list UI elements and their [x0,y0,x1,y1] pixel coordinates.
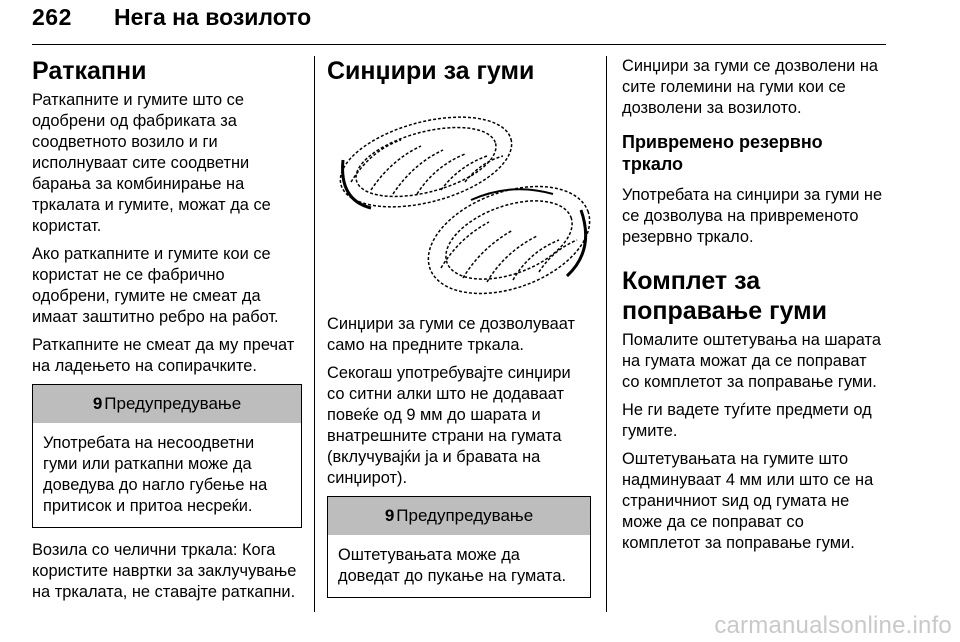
paragraph: Возила со челични тркала: Кога користите навртки за заклучување на тркалата, не ставајте раткапни. [32,541,297,601]
paragraph: Раткапните не смеат да му пречат на ладењето на сопирачките. [32,336,295,375]
column-divider-1 [314,56,315,612]
header-rule [32,44,886,45]
paragraph: Синџири за гуми се дозволени на сите големини на гуми кои се дозволени за возилото. [622,57,878,117]
running-title: Нега на возилото [114,4,312,30]
paragraph: Оштетувањата на гумите што надминуваат 4 мм или што се на страничниот ѕид од гумата не може да се поправат со комплетот за поправање гуми. [622,450,874,552]
warning-icon: 9 [92,394,103,413]
warning-title: Предупредување [104,394,242,413]
warning-text: Оштетувањата може да доведат до пукање на гумата. [338,546,567,585]
warning-icon: 9 [384,506,395,525]
section-title-tire-chains: Синџири за гуми [327,57,535,85]
page-header [32,4,886,44]
middle-column [327,56,591,610]
paragraph: Употребата на синџири за гуми не се дозволува на привременото резервно тркало. [622,186,883,246]
warning-header [328,497,590,535]
paragraph: Раткапните и гумите што се одобрени од фабриката за соодветното возило и ги исполнуваат сите соодветни барања за комбинирање на тркалата и гумите, можат да се користат. [32,91,271,235]
section-title-hubcaps: Раткапни [32,57,147,85]
warning-title: Предупредување [396,506,534,525]
warning-text: Употребата на несоодветни гуми или раткапни може да доведува до нагло губење на притисок и притоа несреќи. [43,434,268,515]
right-column [622,56,886,561]
paragraph: Секогаш употребувајте синџири со ситни алки што не додаваат повеќе од 9 мм до шарата и внатрешните страни на гумата (вклучувајќи ја и бравата на синџирот). [327,364,571,487]
paragraph: Синџири за гуми се дозволуваат само на предните тркала. [327,315,576,354]
page-number: 262 [32,4,72,30]
paragraph: Не ги вадете туѓите предмети од гумите. [622,401,872,440]
column-divider-2 [606,56,607,612]
paragraph: Ако раткапните и гумите кои се користат не се фабрично одобрени, гумите не смеат да имаат заштитно ребро на работ. [32,245,279,326]
warning-box [32,384,302,528]
tire-chains-illustration [331,90,601,300]
section-title-tire-repair-kit: Комплет за поправање гуми [622,267,827,325]
paragraph: Помалите оштетувања на шарата на гумата можат да се поправат со комплетот за поправање гуми. [622,331,881,391]
watermark: carmanualsonline.info [714,612,952,639]
warning-header [33,385,301,423]
left-column [32,56,302,610]
warning-box [327,496,591,598]
subsection-title-temporary-spare: Привремено резервно тркало [622,132,823,174]
